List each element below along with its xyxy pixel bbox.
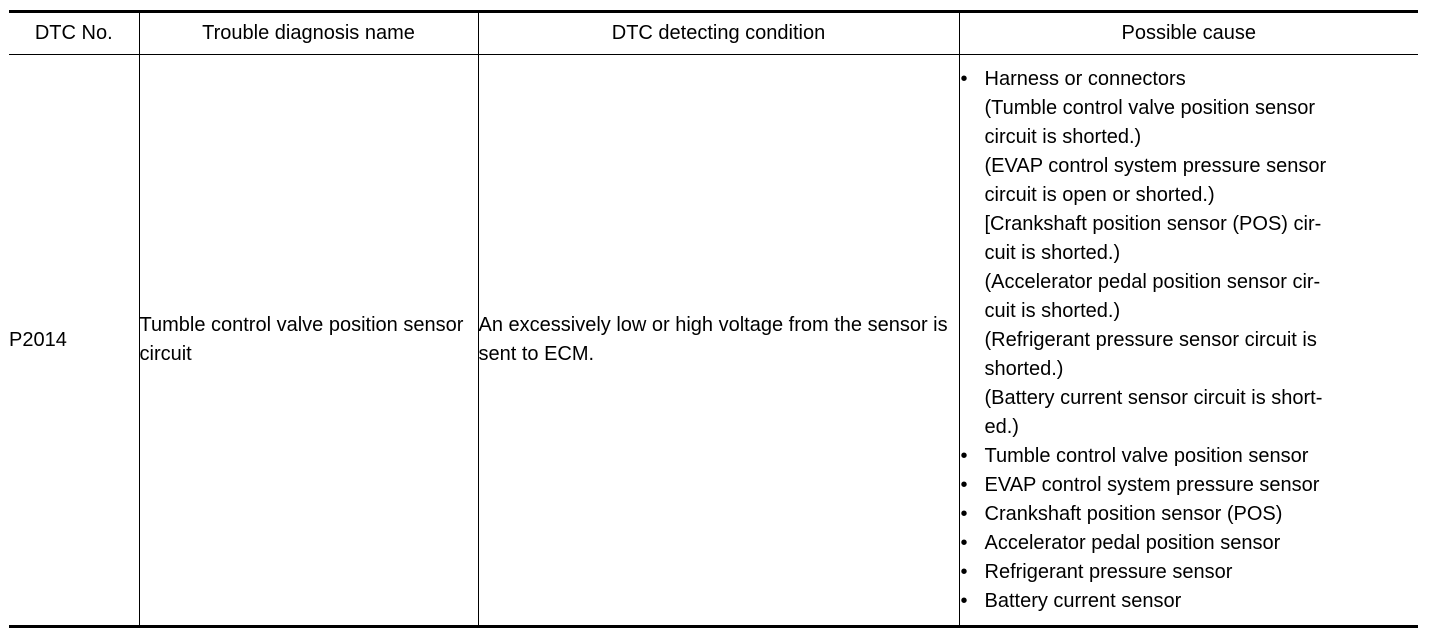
harness-sub-5	[985, 326, 1419, 384]
cause-item	[960, 529, 1419, 558]
bullet-icon: •	[960, 67, 968, 90]
bullet-icon: •	[960, 502, 968, 525]
diagnosis-name-cell: Tumble control valve position sensor circuit	[139, 55, 478, 627]
bullet-icon: •	[960, 444, 968, 467]
table-row	[9, 55, 1418, 627]
cause-item	[960, 500, 1419, 529]
cause-list	[960, 65, 1419, 616]
header-dtc-no: DTC No.	[9, 12, 139, 55]
header-diagnosis-name: Trouble diagnosis name	[139, 12, 478, 55]
cause-label: Refrigerant pressure sensor	[984, 560, 1233, 583]
dtc-code-cell: P2014	[9, 55, 139, 627]
harness-sub-4	[985, 268, 1419, 326]
cause-label: Accelerator pedal position sensor	[984, 531, 1281, 554]
cause-item	[960, 471, 1419, 500]
cause-item	[960, 587, 1419, 616]
bullet-icon: •	[960, 589, 968, 612]
dtc-table	[9, 10, 1418, 628]
sub-line: [Crankshaft position sensor (POS) cir-	[984, 212, 1322, 235]
bullet-icon: •	[960, 531, 968, 554]
cause-item	[960, 558, 1419, 587]
header-detecting-condition: DTC detecting condition	[478, 12, 959, 55]
sub-line: shorted.)	[984, 357, 1064, 380]
harness-sub-6	[985, 384, 1419, 442]
cause-label: Harness or connectors	[984, 67, 1186, 90]
sub-line: cuit is shorted.)	[984, 241, 1121, 264]
sub-line: circuit is open or shorted.)	[984, 183, 1215, 206]
sub-line: (Tumble control valve position sensor	[984, 96, 1316, 119]
bullet-icon: •	[960, 560, 968, 583]
detecting-condition-cell: An excessively low or high voltage from the sensor is sent to ECM.	[478, 55, 959, 627]
cause-label: EVAP control system pressure sensor	[984, 473, 1320, 496]
sub-line: (Accelerator pedal position sensor cir-	[984, 270, 1321, 293]
sub-line: circuit is shorted.)	[984, 125, 1142, 148]
sub-line: (Refrigerant pressure sensor circuit is	[984, 328, 1317, 351]
cause-label: Battery current sensor	[984, 589, 1182, 612]
header-possible-cause: Possible cause	[959, 12, 1418, 55]
harness-sub-2	[985, 152, 1419, 210]
sub-line: (EVAP control system pressure sensor	[984, 154, 1327, 177]
table-header-row	[9, 12, 1418, 55]
cause-label: Crankshaft position sensor (POS)	[984, 502, 1283, 525]
possible-cause-cell	[959, 55, 1418, 627]
harness-sub-1	[985, 94, 1419, 152]
harness-sub-3	[985, 210, 1419, 268]
sub-line: ed.)	[984, 415, 1019, 438]
sub-line: cuit is shorted.)	[984, 299, 1121, 322]
cause-label: Tumble control valve position sensor	[984, 444, 1309, 467]
bullet-icon: •	[960, 473, 968, 496]
sub-line: (Battery current sensor circuit is short-	[984, 386, 1323, 409]
cause-item	[960, 442, 1419, 471]
cause-item-harness	[960, 65, 1419, 442]
